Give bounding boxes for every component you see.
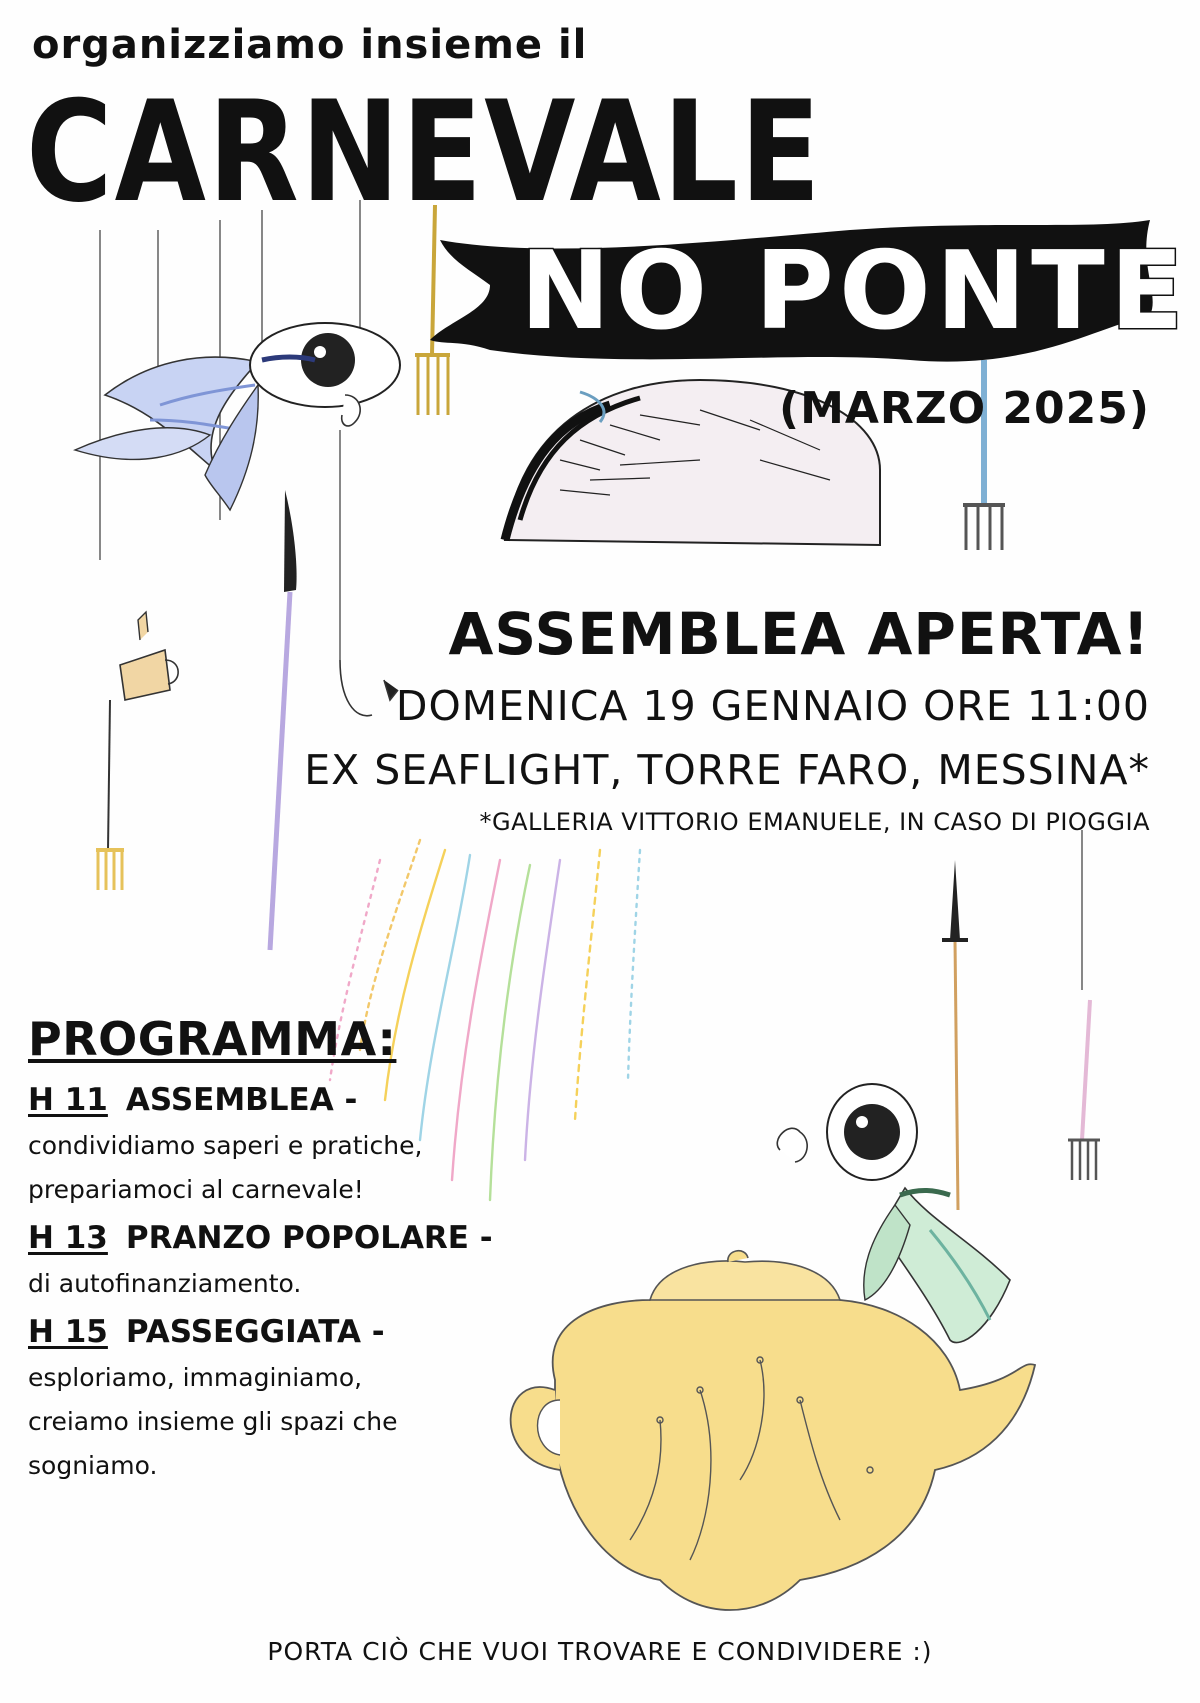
program-item-head — [28, 1214, 588, 1262]
assembly-date: DOMENICA 19 GENNAIO ORE 11:00 — [395, 682, 1150, 730]
program-item-desc: creiamo insieme gli spazi che — [28, 1407, 398, 1436]
program-item — [28, 1308, 588, 1488]
pink-fork-icon — [1068, 1000, 1100, 1180]
small-gold-fork-icon — [96, 700, 124, 890]
program-item — [28, 1076, 588, 1212]
program-item-head — [28, 1308, 588, 1356]
teacup-icon — [120, 612, 178, 700]
program-item-desc: sogniamo. — [28, 1451, 158, 1480]
banner-title: NO PONTE — [520, 229, 1189, 354]
program — [28, 1012, 588, 1488]
program-item-time: H 15 — [28, 1314, 108, 1350]
right-knife-icon — [942, 860, 968, 1210]
program-item-time: H 13 — [28, 1220, 108, 1256]
tiny-hand-icon — [342, 395, 361, 426]
event-date-paren: (MARZO 2025) — [778, 383, 1150, 434]
intro-text: organizziamo insieme il — [32, 22, 588, 68]
program-item-title: PRANZO POPOLARE - — [125, 1220, 493, 1256]
tiny-hand-icon — [777, 1128, 807, 1162]
program-item-head — [28, 1076, 588, 1124]
program-heading: PROGRAMMA: — [28, 1012, 397, 1066]
hook-icon — [340, 660, 398, 716]
program-item-desc: di autofinanziamento. — [28, 1269, 302, 1298]
program-item-title: PASSEGGIATA - — [125, 1314, 385, 1350]
main-title: CARNEVALE — [26, 70, 823, 234]
program-item-desc: condividiamo saperi e pratiche, — [28, 1131, 423, 1160]
assembly-place: EX SEAFLIGHT, TORRE FARO, MESSINA* — [304, 746, 1150, 794]
assembly-heading: ASSEMBLEA APERTA! — [448, 600, 1150, 668]
program-item-desc: prepariamoci al carnevale! — [28, 1175, 364, 1204]
footer-text: PORTA CIÒ CHE VUOI TROVARE E CONDIVIDERE :) — [267, 1637, 933, 1666]
program-item-desc: esploriamo, immaginiamo, — [28, 1363, 363, 1392]
assembly-note: *GALLERIA VITTORIO EMANUELE, IN CASO DI PIOGGIA — [479, 808, 1150, 836]
program-item — [28, 1214, 588, 1306]
program-item-time: H 11 — [28, 1082, 108, 1118]
program-item-title: ASSEMBLEA - — [125, 1082, 358, 1118]
knife-icon — [270, 490, 297, 950]
